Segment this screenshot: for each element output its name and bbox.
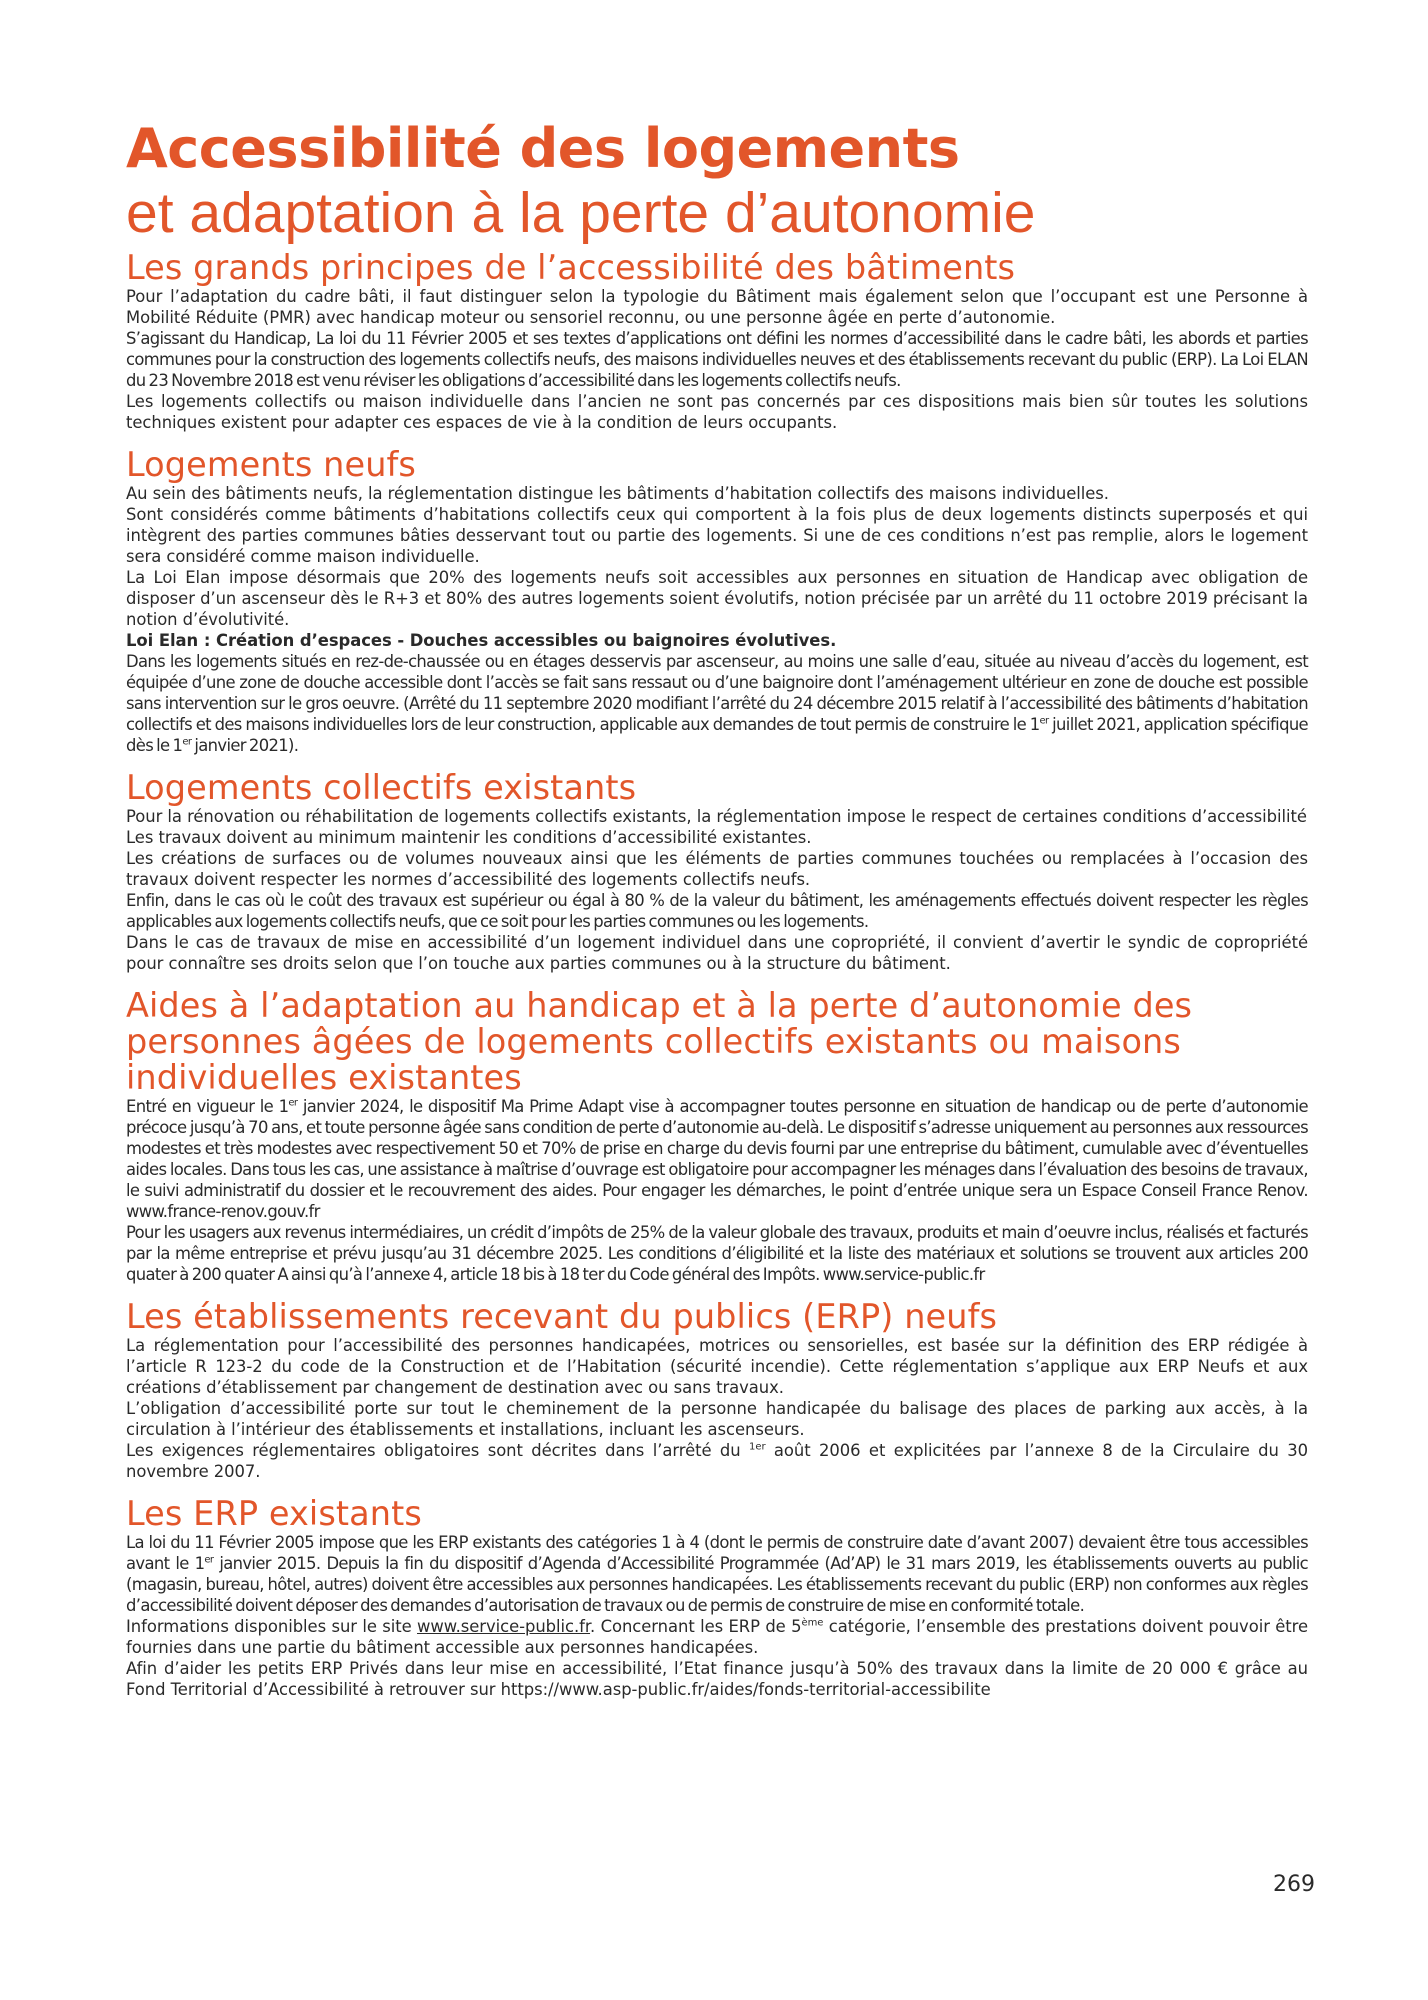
section-heading: Logements neufs [126, 445, 416, 484]
paragraph: Les exigences réglementaires obligatoires sont décrites dans l’arrêté du $^{1er}$ août 2006 et explicitées par l’annexe 8 de la Circulaire du 30 novembre 2007. [126, 1441, 1308, 1481]
page-title: Accessibilité des logements [126, 117, 960, 180]
paragraph-bold: Loi Elan : Création d’espaces - Douches accessibles ou baignoires évolutives. [126, 631, 837, 650]
paragraph: La Loi Elan impose désormais que 20% des logements neufs soit accessibles aux personnes en situation de Handicap avec obligation de disposer d’un ascenseur dès le R+3 et 80% des autres logements soient évolutifs, notion précisée par un arrêté du 11 octobre 2019 précisant la notion d’évolutivité. [126, 568, 1308, 629]
section-aides-adaptation [126, 988, 1308, 1285]
paragraph: Les créations de surfaces ou de volumes nouveaux ainsi que les éléments de parties communes touchées ou remplacées à l’occasion des travaux doivent respecter les normes d’accessibilité des logements collectifs neufs. [126, 849, 1308, 889]
service-public-link[interactable]: www.service-public.fr [417, 1617, 591, 1636]
page [126, 118, 1308, 1700]
paragraph: Pour l’adaptation du cadre bâti, il faut distinguer selon la typologie du Bâtiment mais également selon que l’occupant est une Personne à Mobilité Réduite (PMR) avec handicap moteur ou sensoriel reconnu, ou une personne âgée en perte d’autonomie. [126, 287, 1308, 327]
section-grands-principes [126, 250, 1308, 433]
paragraph: Enfin, dans le cas où le coût des travaux est supérieur ou égal à 80 % de la valeur du bâtiment, les aménagements effectués doivent respecter les règles applicables aux logements collectifs neufs, que ce soit pour les parties communes ou les logements. [126, 891, 1308, 931]
paragraph: Entré en vigueur le 1er janvier 2024, le dispositif Ma Prime Adapt vise à accompagner toutes personne en situation de handicap ou de perte d’autonomie précoce jusqu’à 70 ans, et toute personne âgée sans condition de perte d’autonomie au-delà. Le dispositif s’adresse uniquement au personnes aux ressources modestes et très modestes avec respectivement 50 et 70% de prise en charge du devis fourni par une entreprise du bâtiment, cumulable avec d’éventuelles aides locales. Dans tous les cas, une assistance à maîtrise d’ouvrage est obligatoire pour accompagner les ménages dans l’évaluation des besoins de travaux, le suivi administratif du dossier et le recouvrement des aides. Pour engager les démarches, le point d’entrée unique sera un Espace Conseil France Renov. www.france-renov.gouv.fr [126, 1097, 1308, 1221]
section-erp-neufs [126, 1299, 1308, 1482]
page-number: 269 [1273, 1872, 1315, 1897]
section-collectifs-existants [126, 770, 1308, 974]
paragraph: S’agissant du Handicap, La loi du 11 Février 2005 et ses textes d’applications ont défini les normes d’accessibilité dans le cadre bâti, les abords et parties communes pour la construction des logements collectifs neufs, des maisons individuelles neuves et des établissements recevant du public (ERP). La Loi ELAN du 23 Novembre 2018 est venu réviser les obligations d’accessibilité dans les logements collectifs neufs. [126, 329, 1308, 390]
paragraph: Pour les usagers aux revenus intermédiaires, un crédit d’impôts de 25% de la valeur globale des travaux, produits et main d’oeuvre inclus, réalisés et facturés par la même entreprise et prévu jusqu’au 31 décembre 2025. Les conditions d’éligibilité et la liste des matériaux et solutions se trouvent aux articles 200 quater à 200 quater A ainsi qu’à l’annexe 4, article 18 bis à 18 ter du Code général des Impôts. www.service-public.fr [126, 1223, 1308, 1284]
section-heading: Les grands principes de l’accessibilité des bâtiments [126, 248, 1016, 287]
paragraph: La loi du 11 Février 2005 impose que les ERP existants des catégories 1 à 4 (dont le permis de construire date d’avant 2007) devaient être tous accessibles avant le 1er janvier 2015. Depuis la fin du dispositif d’Agenda d’Accessibilité Programmée (Ad’AP) le 31 mars 2019, les établissements ouverts au public (magasin, bureau, hôtel, autres) doivent être accessibles aux personnes handicapées. Les établissements recevant du public (ERP) non conformes aux règles d’accessibilité doivent déposer des demandes d’autorisation de travaux ou de permis de construire de mise en conformité totale. [126, 1533, 1308, 1615]
page-subtitle: et adaptation à la perte d’autonomie [126, 181, 1036, 245]
paragraph: Les travaux doivent au minimum maintenir les conditions d’accessibilité existantes. [126, 828, 812, 847]
section-erp-existants [126, 1496, 1308, 1700]
section-heading: Les ERP existants [126, 1494, 422, 1533]
paragraph: Dans les logements situés en rez-de-chaussée ou en étages desservis par ascenseur, au moins une salle d’eau, située au niveau d’accès du logement, est équipée d’une zone de douche accessible dont l’accès se fait sans ressaut ou d’une baignoire dont l’aménagement ultérieur en zone de douche est possible sans intervention sur le gros oeuvre. (Arrêté du 11 septembre 2020 modifiant l’arrêté du 24 décembre 2015 relatif à l’accessibilité des bâtiments d’habitation collectifs et des maisons individuelles lors de leur construction, applicable aux demandes de tout permis de construire le 1er juillet 2021, application spécifique dès le 1er janvier 2021). [126, 652, 1308, 755]
paragraph: Les logements collectifs ou maison individuelle dans l’ancien ne sont pas concernés par ces dispositions mais bien sûr toutes les solutions techniques existent pour adapter ces espaces de vie à la condition de leurs occupants. [126, 392, 1308, 432]
section-heading: Logements collectifs existants [126, 768, 637, 807]
paragraph: Pour la rénovation ou réhabilitation de logements collectifs existants, la réglementation impose le respect de certaines conditions d’accessibilité [126, 807, 1307, 826]
paragraph: La réglementation pour l’accessibilité des personnes handicapées, motrices ou sensorielles, est basée sur la définition des ERP rédigée à l’article R 123-2 du code de la Construction et de l’Habitation (sécurité incendie). Cette réglementation s’applique aux ERP Neufs et aux créations d’établissement par changement de destination avec ou sans travaux. [126, 1336, 1308, 1397]
paragraph: Informations disponibles sur le site www.service-public.fr. Concernant les ERP de 5ème catégorie, l’ensemble des prestations doivent pouvoir être fournies dans une partie du bâtiment accessible aux personnes handicapées. [126, 1617, 1309, 1657]
paragraph: Au sein des bâtiments neufs, la réglementation distingue les bâtiments d’habitation collectifs des maisons individuelles. [126, 484, 1109, 503]
paragraph: Dans le cas de travaux de mise en accessibilité d’un logement individuel dans une copropriété, il convient d’avertir le syndic de copropriété pour connaître ses droits selon que l’on touche aux parties communes ou à la structure du bâtiment. [126, 933, 1308, 973]
section-logements-neufs [126, 447, 1308, 756]
paragraph: L’obligation d’accessibilité porte sur tout le cheminement de la personne handicapée du balisage des places de parking aux accès, à la circulation à l’intérieur des établissements et installations, incluant les ascenseurs. [126, 1399, 1308, 1439]
section-heading: Les établissements recevant du publics (ERP) neufs [126, 1297, 998, 1336]
section-heading: Aides à l’adaptation au handicap et à la perte d’autonomie des personnes âgées de logements collectifs existants ou maisons individuelles existantes [126, 986, 1193, 1097]
paragraph: Sont considérés comme bâtiments d’habitations collectifs ceux qui comportent à la fois plus de deux logements distincts superposés et qui intègrent des parties communes bâties desservant tout ou partie des logements. Si une de ces conditions n’est pas remplie, alors le logement sera considéré comme maison individuelle. [126, 505, 1308, 566]
paragraph: Afin d’aider les petits ERP Privés dans leur mise en accessibilité, l’Etat finance jusqu’à 50% des travaux dans la limite de 20 000 € grâce au Fond Territorial d’Accessibilité à retrouver sur https://www.asp-public.fr/aides/fonds-territorial-accessibilite [126, 1659, 1308, 1699]
